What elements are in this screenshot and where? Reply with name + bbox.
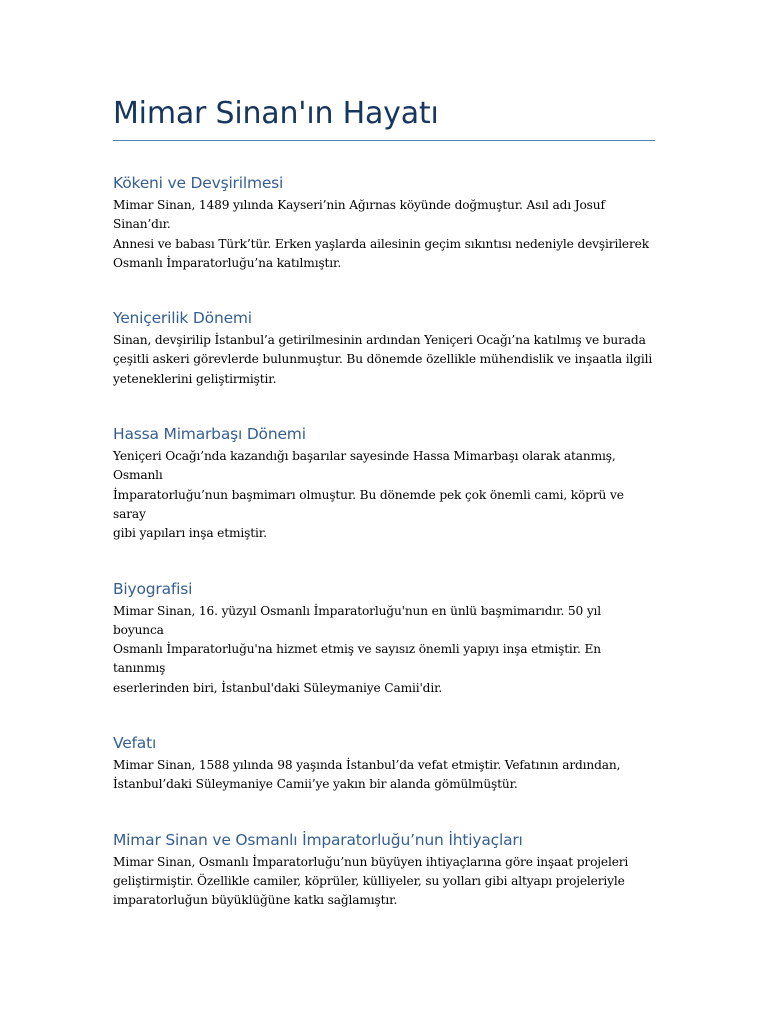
section-heading: Mimar Sinan ve Osmanlı İmparatorluğu’nun İhtiyaçları [113, 830, 523, 849]
section-ihtiyaclar [113, 829, 655, 911]
section-heading: Biyografisi [113, 579, 193, 598]
section-hassa-mimarbasi [113, 423, 655, 543]
section-paragraph [113, 853, 655, 911]
paragraph-line: Osmanlı İmparatorluğu’na katılmıştır. [113, 255, 342, 270]
section-biyografisi [113, 578, 655, 698]
paragraph-line: Mimar Sinan, 1489 yılında Kayseri’nin Ağırnas köyünde doğmuştur. Asıl adı Josuf Sinan’dır. [113, 198, 605, 232]
paragraph-line: Yeniçeri Ocağı’nda kazandığı başarılar sayesinde Hassa Mimarbaşı olarak atanmış, Osmanlı [113, 449, 616, 483]
paragraph-line: imparatorluğun büyüklüğüne katkı sağlamıştır. [113, 893, 398, 908]
paragraph-line: Mimar Sinan, 16. yüzyıl Osmanlı İmparatorluğu'nun en ünlü başmimarıdır. 50 yıl boyunca [113, 603, 602, 637]
paragraph-line: geliştirmiştir. Özellikle camiler, köprüler, külliyeler, su yolları gibi altyapı projeleriyle [113, 873, 625, 888]
document-page [113, 92, 655, 911]
section-yenicerilik [113, 307, 655, 389]
paragraph-line: çeşitli askeri görevlerde bulunmuştur. Bu dönemde özellikle mühendislik ve inşaatla ilgili [113, 352, 653, 367]
section-paragraph [113, 331, 655, 389]
section-heading: Kökeni ve Devşirilmesi [113, 174, 284, 192]
paragraph-line: Sinan, devşirilip İstanbul’a getirilmesinin ardından Yeniçeri Ocağı’na katılmış ve burada [113, 333, 646, 348]
section-kokeni [113, 172, 655, 273]
paragraph-line: İstanbul’daki Süleymaniye Camii’ye yakın bir alanda gömülmüştür. [113, 777, 518, 792]
paragraph-line: Mimar Sinan, Osmanlı İmparatorluğu’nun büyüyen ihtiyaçlarına göre inşaat projeleri [113, 854, 629, 869]
paragraph-line: yeteneklerini geliştirmiştir. [113, 371, 277, 386]
paragraph-line: İmparatorluğu’nun başmimarı olmuştur. Bu dönemde pek çok önemli cami, köprü ve saray [113, 487, 624, 521]
paragraph-line: Mimar Sinan, 1588 yılında 98 yaşında İstanbul’da vefat etmiştir. Vefatının ardından, [113, 758, 621, 773]
section-heading: Vefatı [113, 734, 157, 753]
title-underline [113, 140, 655, 141]
page-title: Mimar Sinan'ın Hayatı [113, 96, 439, 131]
paragraph-line: gibi yapıları inşa etmiştir. [113, 526, 267, 541]
section-paragraph [113, 196, 655, 273]
paragraph-line: Osmanlı İmparatorluğu'na hizmet etmiş ve sayısız önemli yapıyı inşa etmiştir. En tanınmış [113, 642, 601, 676]
paragraph-line: eserlerinden biri, İstanbul'daki Süleymaniye Camii'dir. [113, 680, 443, 695]
section-heading: Hassa Mimarbaşı Dönemi [113, 425, 306, 444]
paragraph-line: Annesi ve babası Türk’tür. Erken yaşlarda ailesinin geçim sıkıntısı nedeniyle devşirilerek [113, 236, 649, 251]
section-vefati [113, 732, 655, 795]
section-paragraph [113, 602, 655, 698]
section-paragraph [113, 447, 655, 543]
section-paragraph [113, 756, 655, 795]
section-heading: Yeniçerilik Dönemi [113, 309, 252, 328]
